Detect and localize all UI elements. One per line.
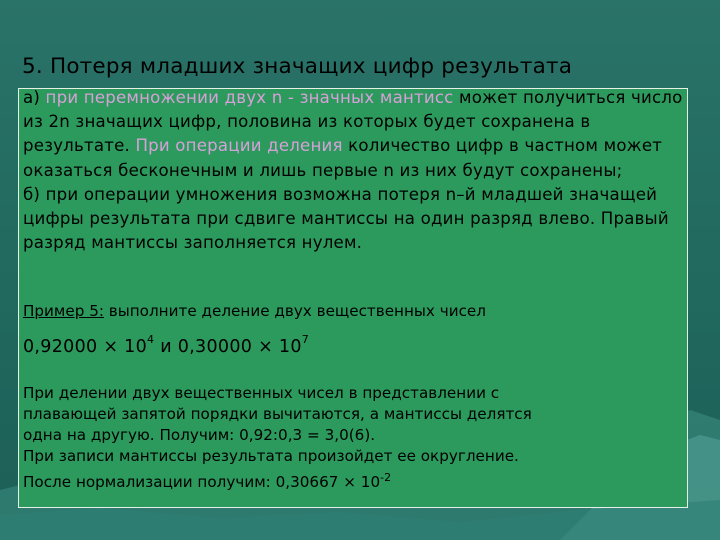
number-1-mantissa: 0,92000 (23, 336, 104, 357)
number-2-exponent: 7 (301, 333, 310, 346)
result-prefix: После нормализации получим: 0,30667 (23, 473, 344, 492)
number-1-exponent: 4 (147, 333, 155, 346)
example-text: выполните деление двух вещественных чисел (103, 302, 486, 320)
division-text: количество цифр в частном может оказаться бесконечным и лишь первые n из них будут сохранены; (23, 136, 663, 180)
conjunction-and-number-2: и 0,30000 (154, 336, 259, 357)
number-1-base: 10 (118, 336, 148, 357)
number-2-base: 10 (273, 336, 302, 357)
item-b-text: б) при операции умножения возможна потеря n–й младшей значащей цифры результата при сдвиге мантиссы на один разряд влево. Правый разряд мантиссы заполняется нулем. (23, 184, 669, 253)
content-panel (18, 88, 688, 508)
example-label: Пример 5: (23, 302, 104, 320)
main-paragraph (23, 86, 687, 255)
result-exponent: -2 (380, 471, 392, 484)
item-a-prefix: а) (23, 88, 46, 107)
highlight-division: При операции деления (135, 136, 343, 156)
solution-line-5 (23, 467, 683, 493)
solution-line-2: плавающей запятой порядки вычитаются, а мантиссы делятся (23, 405, 532, 423)
solution-line-4: При записи мантиссы результата произойдет ее округление. (23, 447, 519, 465)
highlight-multiplication: при перемножении двух n - значных мантисс (45, 88, 454, 107)
slide-title: 5. Потеря младших значащих цифр результата (22, 54, 573, 79)
times-sign-1: × (103, 336, 119, 357)
example-heading (23, 302, 486, 320)
times-sign-3: × (343, 473, 356, 492)
solution-line-1: При делении двух вещественных чисел в представлении с (23, 384, 500, 402)
solution-paragraph (23, 383, 683, 493)
result-base: 10 (355, 473, 381, 492)
item-a-text: может получиться число из 2n значащих цифр, половина из которых будет сохранена в результате. (23, 88, 683, 156)
times-sign-2: × (258, 336, 274, 357)
solution-line-3: одна на другую. Получим: 0,92:0,3 = 3,0(6). (23, 426, 376, 444)
example-numbers (23, 335, 309, 357)
